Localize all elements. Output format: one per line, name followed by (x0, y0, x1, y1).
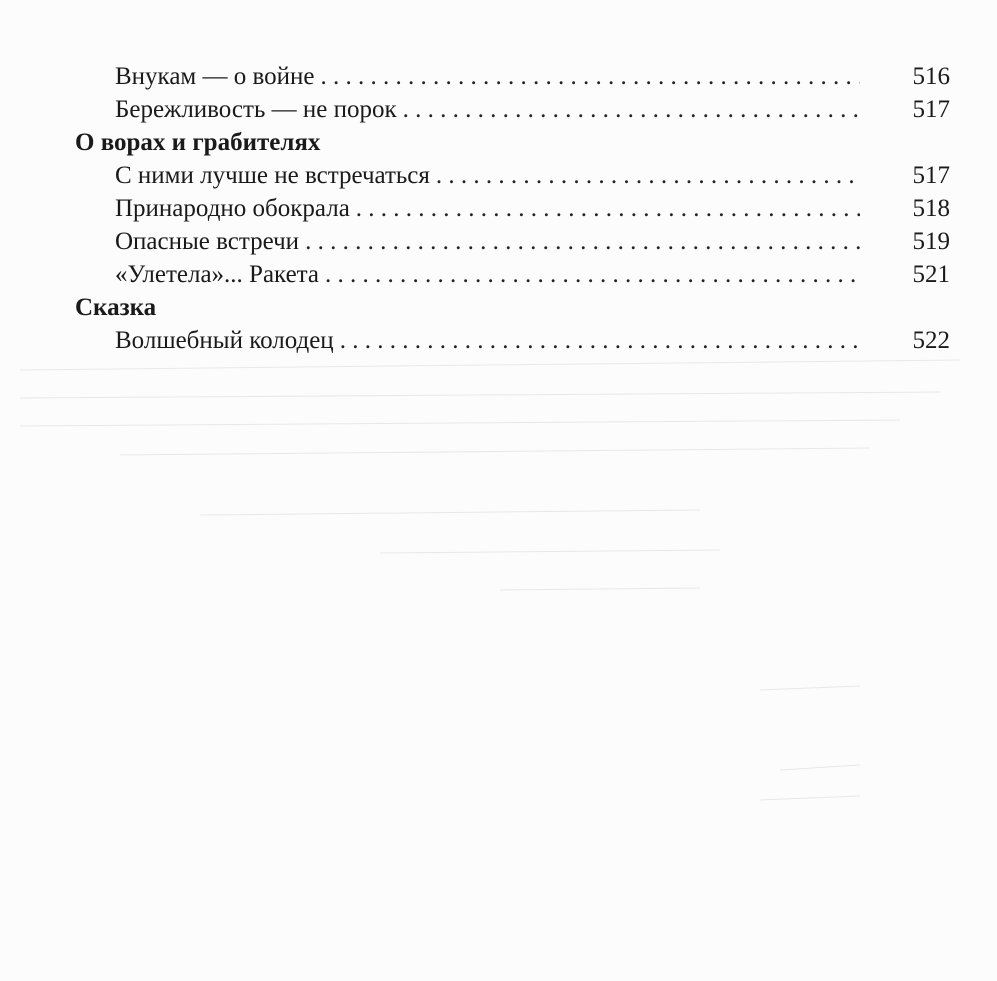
dot-leader (320, 60, 860, 93)
toc-section (75, 292, 950, 357)
dot-leader (403, 93, 860, 126)
entry-title: С ними лучше не встречаться (115, 162, 430, 189)
toc-entry (75, 192, 950, 225)
toc-entry (75, 225, 950, 258)
page-number: 518 (912, 195, 950, 222)
section-heading: О ворах и грабителях (75, 129, 321, 156)
toc-entry (75, 159, 950, 192)
entry-title: Принародно обокрала (115, 195, 350, 222)
page-number: 521 (912, 261, 950, 288)
section-heading: Сказка (75, 294, 157, 321)
table-of-contents (75, 60, 950, 357)
page-number: 517 (912, 96, 950, 123)
page-number: 519 (912, 228, 950, 255)
dot-leader (325, 258, 860, 291)
toc-entry (75, 258, 950, 291)
toc-entry (75, 60, 950, 93)
entry-title: Волшебный колодец (115, 327, 334, 354)
page-number: 522 (912, 327, 950, 354)
toc-entry (75, 93, 950, 126)
entry-title: Опасные встречи (115, 228, 300, 255)
page-number: 516 (912, 63, 950, 90)
entry-title: «Улетела»... Ракета (115, 261, 319, 288)
toc-section (75, 127, 950, 291)
page-number: 517 (912, 162, 950, 189)
toc-section (75, 60, 950, 126)
dot-leader (305, 225, 860, 258)
entry-title: Внукам — о войне (115, 63, 315, 90)
entry-title: Бережливость — не порок (115, 96, 397, 123)
dot-leader (356, 192, 860, 225)
toc-entry (75, 324, 950, 357)
dot-leader (340, 324, 860, 357)
dot-leader (436, 159, 860, 192)
